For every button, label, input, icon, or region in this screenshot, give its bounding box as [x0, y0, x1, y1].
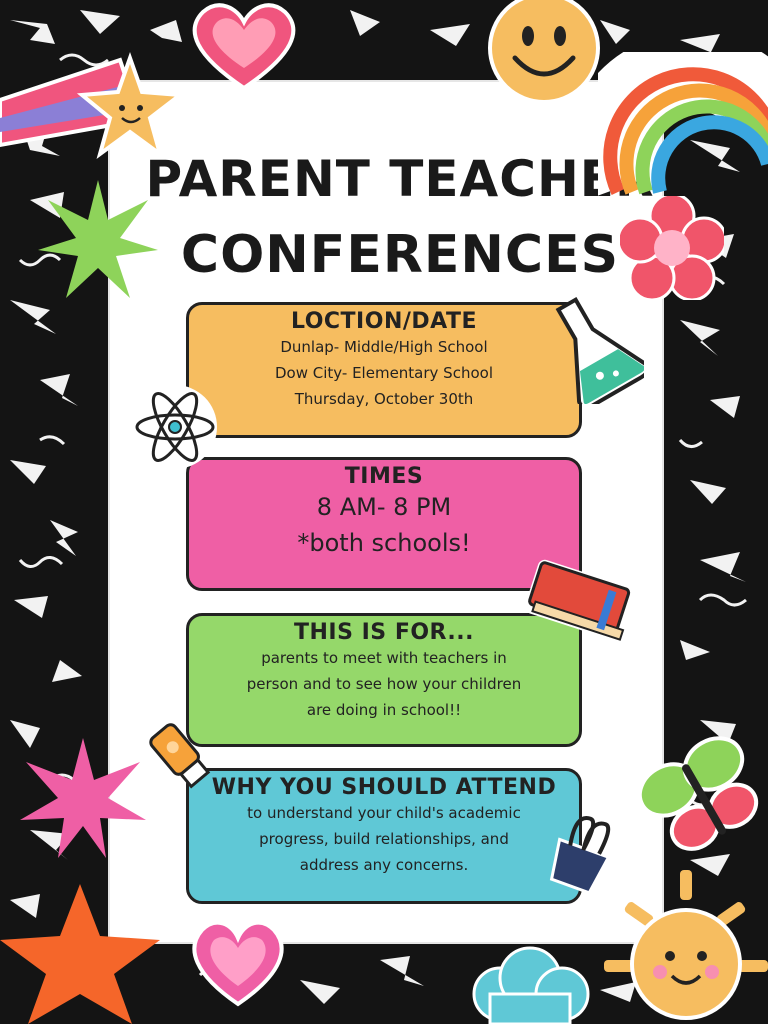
flower-icon: [620, 196, 724, 300]
heart-icon: [186, 914, 290, 1008]
times-heading: TIMES: [344, 464, 424, 489]
purpose-heading: THIS IS FOR...: [294, 620, 474, 645]
title-line-2: CONFERENCES: [180, 225, 620, 285]
heart-icon: [185, 0, 303, 92]
butterfly-icon: [636, 730, 768, 862]
why-line: address any concerns.: [299, 856, 469, 874]
why-line: progress, build relationships, and: [259, 830, 509, 848]
cloud-icon: [470, 944, 590, 1024]
location-line: Dow City- Elementary School: [275, 364, 493, 382]
why-line: to understand your child's academic: [247, 804, 521, 822]
location-heading: LOCTION/DATE: [290, 309, 478, 334]
smiley-icon: [485, 0, 603, 104]
purpose-line: person and to see how your children: [246, 675, 522, 693]
purpose-line: parents to meet with teachers in: [261, 649, 507, 667]
atom-icon: [132, 384, 218, 470]
glue-stick-icon: [146, 716, 222, 796]
green-starburst-icon: [38, 180, 158, 300]
times-box: [186, 457, 582, 591]
shooting-star-icon: [0, 50, 190, 180]
location-date: Thursday, October 30th: [294, 390, 474, 408]
pink-starburst-icon: [20, 738, 146, 858]
purpose-box: [186, 613, 582, 747]
location-line: Dunlap- Middle/High School: [280, 338, 488, 356]
location-date-box: [186, 302, 582, 438]
book-icon: [524, 558, 640, 644]
rainbow-icon: [598, 52, 768, 202]
title-line-1: PARENT TEACHER: [145, 150, 655, 208]
sun-icon: [604, 868, 768, 1024]
flask-icon: [540, 292, 644, 404]
times-hours: 8 AM- 8 PM: [316, 493, 452, 521]
times-note: *both schools!: [297, 529, 471, 557]
why-attend-box: [186, 768, 582, 904]
purpose-line: are doing in school!!: [306, 701, 462, 719]
why-heading: WHY YOU SHOULD ATTEND: [211, 775, 557, 800]
orange-star-icon: [0, 884, 176, 1024]
